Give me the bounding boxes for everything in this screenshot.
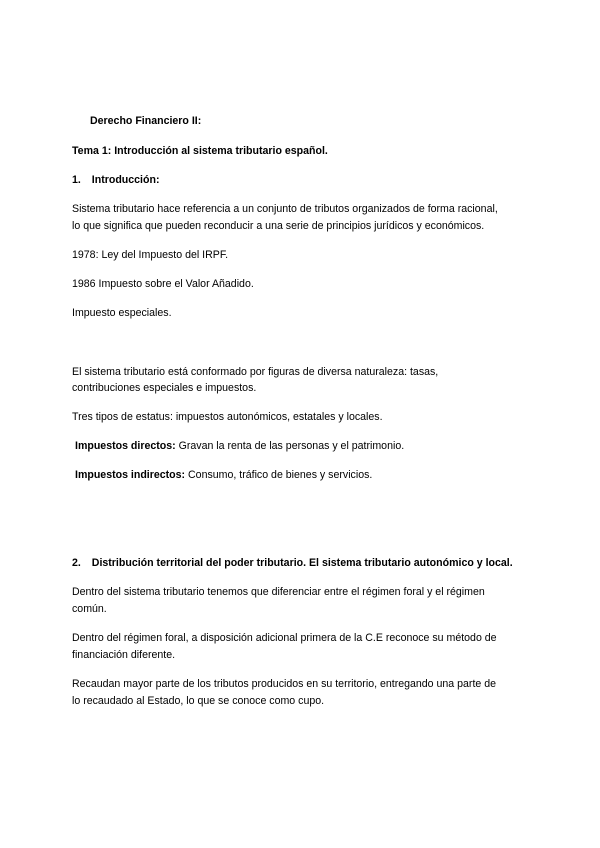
section2-para1-line1: Dentro del sistema tributario tenemos que diferenciar entre el régimen foral y el régimen bbox=[72, 586, 485, 598]
section1-title: Introducción: bbox=[91, 174, 160, 186]
section1-para2-line1: El sistema tributario está conformado por figuras de diversa naturaleza: tasas, bbox=[72, 366, 439, 378]
section2-para2-line1: Dentro del régimen foral, a disposición adicional primera de la C.E reconoce su método de bbox=[72, 632, 497, 644]
section1-heading bbox=[72, 174, 159, 187]
topic-title: Tema 1: Introducción al sistema tributario español. bbox=[72, 145, 328, 157]
section1-para2-line2: contribuciones especiales e impuestos. bbox=[72, 382, 257, 394]
section2-para3-line1: Recaudan mayor parte de los tributos producidos en su territorio, entregando una parte de bbox=[72, 678, 497, 690]
item-1986: 1986 Impuesto sobre el Valor Añadido. bbox=[72, 278, 254, 290]
item-especiales: Impuesto especiales. bbox=[72, 307, 172, 319]
section2-para1-line2: común. bbox=[72, 603, 107, 615]
course-title: Derecho Financiero II: bbox=[90, 115, 202, 127]
section2-title: Distribución territorial del poder tributario. El sistema tributario autonómico y local. bbox=[91, 557, 513, 569]
directos-text: Gravan la renta de las personas y el patrimonio. bbox=[178, 440, 405, 452]
section1-para1-line1: Sistema tributario hace referencia a un conjunto de tributos organizados de forma racional, bbox=[72, 203, 498, 215]
section2-heading bbox=[72, 557, 513, 570]
item-1978: 1978: Ley del Impuesto del IRPF. bbox=[72, 249, 229, 261]
section2-number: 2. bbox=[72, 557, 81, 569]
section1-para1-line2: lo que significa que pueden reconducir a una serie de principios jurídicos y económicos. bbox=[72, 220, 485, 232]
directos-line bbox=[75, 440, 404, 453]
directos-label: Impuestos directos: bbox=[75, 440, 176, 452]
section2-para3-line2: lo recaudado al Estado, lo que se conoce como cupo. bbox=[72, 695, 325, 707]
section1-para3: Tres tipos de estatus: impuestos autonómicos, estatales y locales. bbox=[72, 411, 383, 423]
indirectos-line bbox=[75, 469, 372, 482]
indirectos-text: Consumo, tráfico de bienes y servicios. bbox=[188, 469, 373, 481]
indirectos-label: Impuestos indirectos: bbox=[75, 469, 186, 481]
section1-number: 1. bbox=[72, 174, 81, 186]
section2-para2-line2: financiación diferente. bbox=[72, 649, 176, 661]
